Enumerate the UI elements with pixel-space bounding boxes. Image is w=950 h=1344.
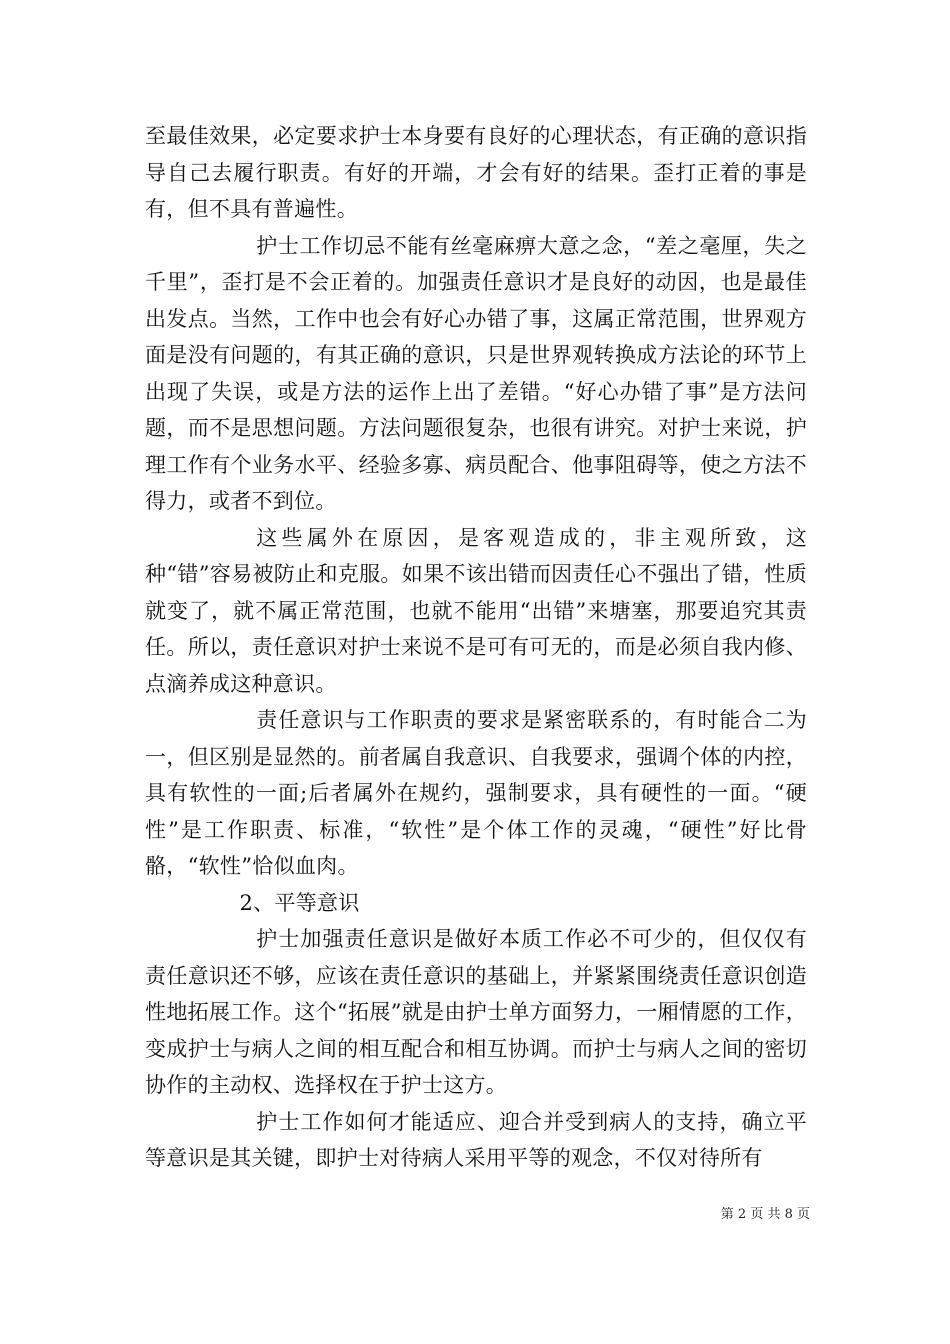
section-heading-equality: 2、平等意识 bbox=[239, 890, 360, 915]
paragraph-responsibility-vs-duty: 责任意识与工作职责的要求是紧密联系的，有时能合二为一，但区别是显然的。前者属自我意识、自我要求，强调个体的内控，具有软性的一面;后者属外在规约，强制要求，具有硬性的一面。“硬性”是工作职责、标准，“软性”是个体工作的灵魂，“硬性”好比骨骼，“软性”恰似血肉。 bbox=[145, 708, 807, 878]
paragraph-external-causes: 这些属外在原因，是客观造成的，非主观所致，这种“错”容易被防止和克服。如果不该出错而因责任心不强出了错，性质就变了，就不属正常范围，也就不能用“出错”来塘塞，那要追究其责任。所以，责任意识对护士来说不是可有可无的，而是必须自我内修、点滴养成这种意识。 bbox=[145, 525, 807, 696]
document-body bbox=[145, 118, 807, 1177]
paragraph-continued: 至最佳效果，必定要求护士本身要有良好的心理状态，有正确的意识指导自己去履行职责。有好的开端，才会有好的结果。歪打正着的事是有，但不具有普遍性。 bbox=[145, 124, 807, 221]
paragraph-equality-key: 护士工作如何才能适应、迎合并受到病人的支持，确立平等意识是其关键，即护士对待病人采用平等的观念，不仅对待所有 bbox=[145, 1109, 807, 1170]
paragraph-expand-work: 护士加强责任意识是做好本质工作必不可少的，但仅仅有责任意识还不够，应该在责任意识的基础上，并紧紧围绕责任意识创造性地拓展工作。这个“拓展”就是由护士单方面努力，一厢情愿的工作，变成护士与病人之间的相互配合和相互协调。而护士与病人之间的密切协作的主动权、选择权在于护士这方。 bbox=[145, 927, 807, 1097]
paragraph-carelessness: 护士工作切忌不能有丝毫麻痹大意之念，“差之毫厘，失之千里”，歪打是不会正着的。加强责任意识才是良好的动因，也是最佳出发点。当然，工作中也会有好心办错了事，这属正常范围，世界观方面是没有问题的，有其正确的意识，只是世界观转换成方法论的环节上出现了失误，或是方法的运作上出了差错。“好心办错了事”是方法问题，而不是思想问题。方法问题很复杂，也很有讲究。对护士来说，护理工作有个业务水平、经验多寡、病员配合、他事阻碍等，使之方法不得力，或者不到位。 bbox=[145, 233, 807, 513]
page-number-footer: 第 2 页 共 8 页 bbox=[720, 1207, 810, 1222]
